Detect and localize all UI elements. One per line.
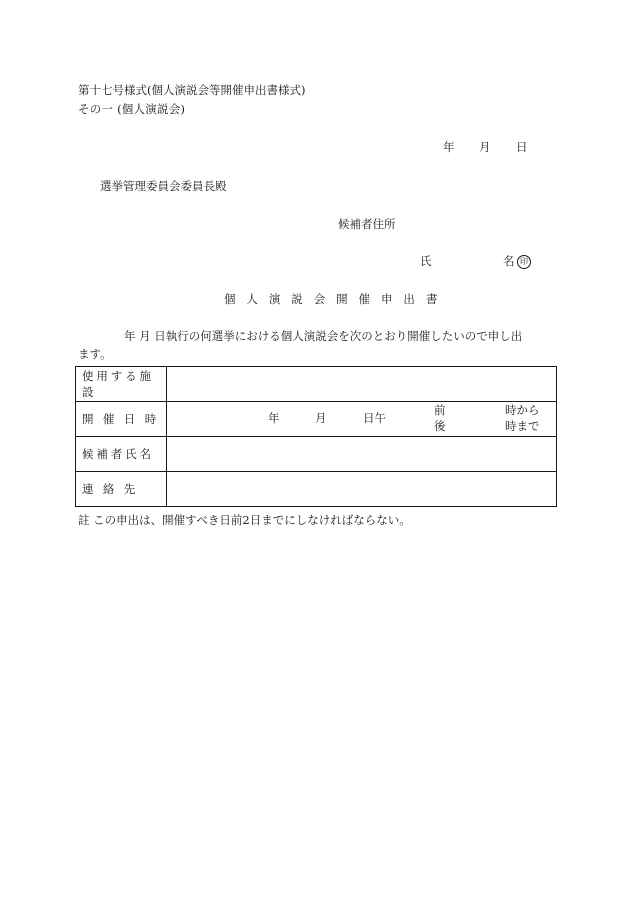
facility-label: 使用する施設 (76, 367, 167, 402)
datetime-until: 時まで (505, 419, 540, 433)
datetime-label: 開 催 日 時 (76, 402, 167, 437)
contact-label: 連 絡 先 (76, 472, 167, 507)
footnote: 註 この申出は、開催すべき日前2日までにしなければならない。 (78, 513, 411, 527)
datetime-year: 年 (268, 411, 280, 425)
candidate-address-label: 候補者住所 (338, 217, 396, 231)
date-year: 年 (443, 140, 455, 154)
table-row (76, 437, 557, 472)
datetime-value[interactable] (167, 402, 557, 437)
addressee: 選挙管理委員会委員長殿 (100, 179, 227, 193)
form-number: 第十七号様式(個人演説会等開催申出書様式) (78, 83, 306, 97)
application-table (75, 366, 557, 507)
datetime-am: 前 (434, 403, 446, 417)
name-label-left: 氏 (420, 254, 432, 268)
datetime-day-noon: 日午 (363, 411, 386, 425)
datetime-month: 月 (315, 411, 327, 425)
body-text-line2: ます。 (78, 347, 112, 361)
seal-icon: 印 (517, 255, 531, 269)
body-text-line1: 年 月 日執行の何選挙における個人演説会を次のとおり開催したいので申し出 (124, 329, 523, 343)
facility-value[interactable] (167, 367, 557, 402)
table-row (76, 472, 557, 507)
name-label-right: 名 (503, 254, 515, 268)
datetime-pm: 後 (434, 419, 446, 433)
table-row (76, 402, 557, 437)
date-month: 月 (479, 140, 491, 154)
table-row (76, 367, 557, 402)
date-day: 日 (516, 140, 528, 154)
candidate-name-label: 候補者氏名 (76, 437, 167, 472)
form-subtitle: その一 (個人演説会) (78, 102, 186, 116)
document-title: 個人演説会開催申出書 (224, 292, 449, 306)
datetime-from: 時から (505, 403, 540, 417)
candidate-name-value[interactable] (167, 437, 557, 472)
contact-value[interactable] (167, 472, 557, 507)
